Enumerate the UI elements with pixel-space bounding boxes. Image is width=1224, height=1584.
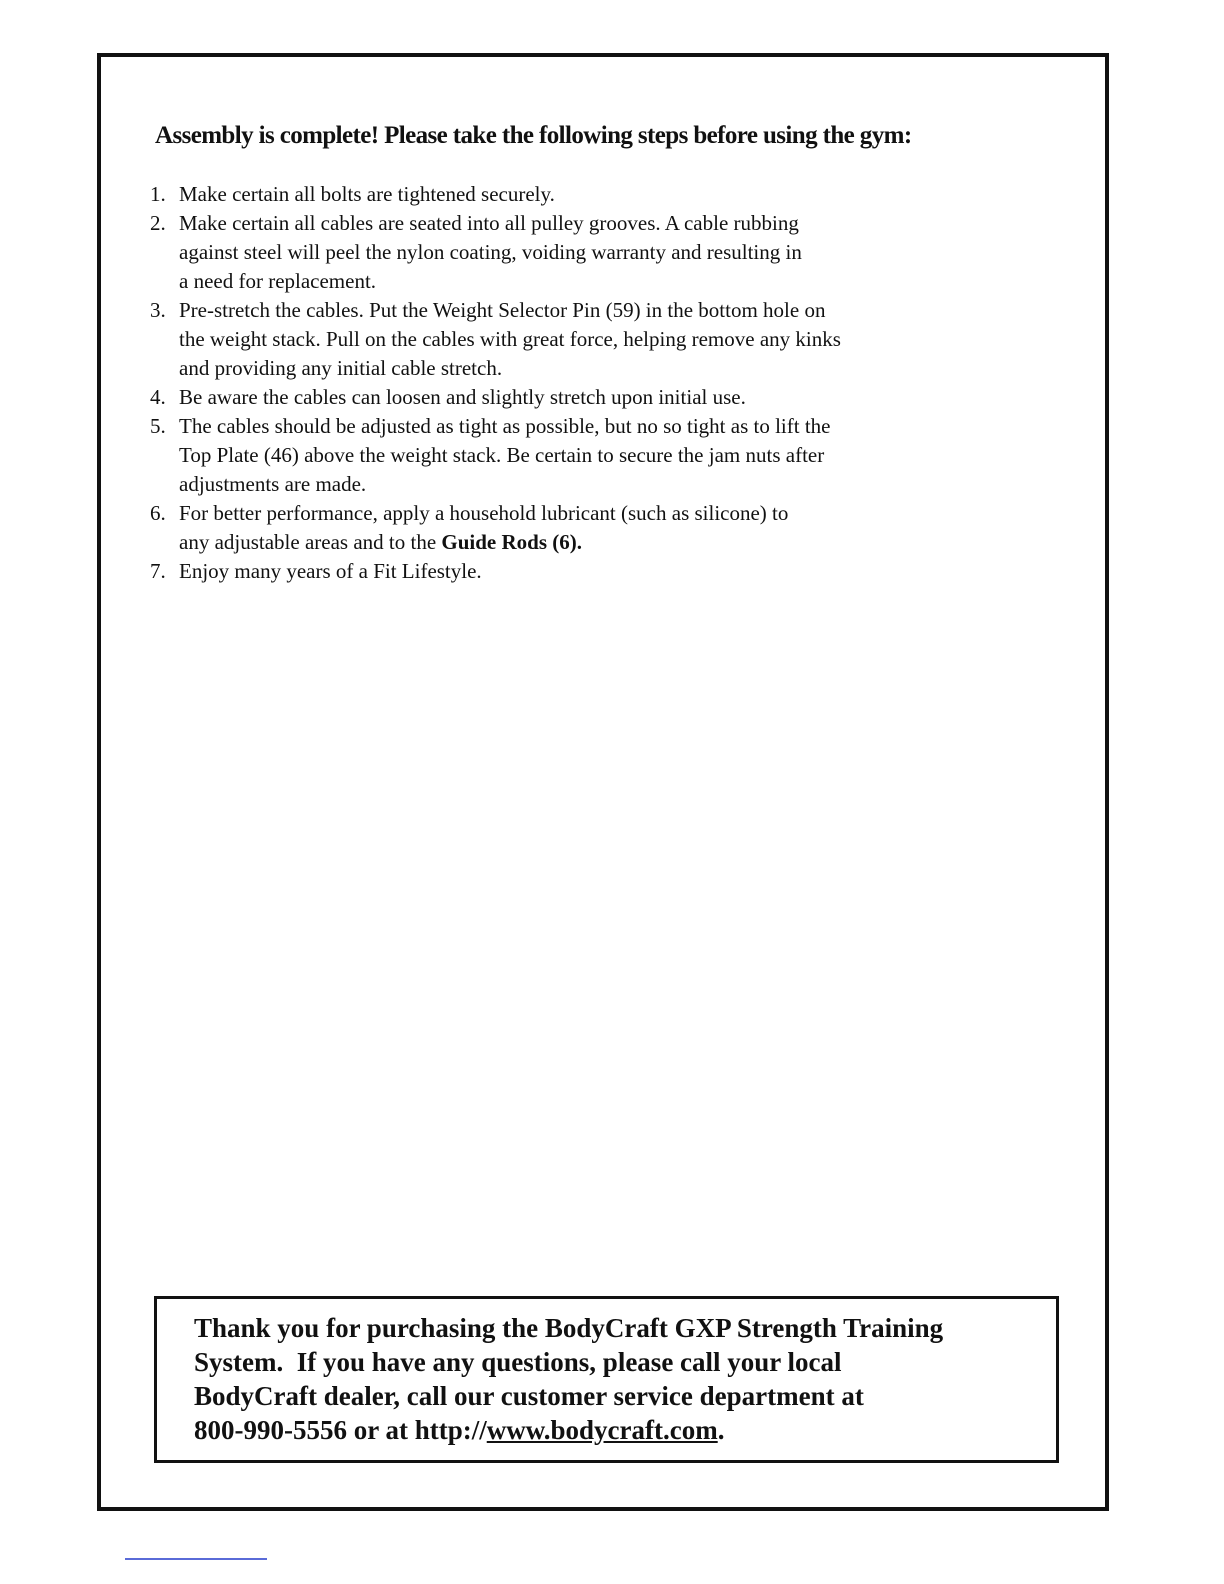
step-text	[179, 180, 1030, 209]
guide-rods-reference: Guide Rods (6).	[441, 530, 583, 554]
thank-you-box	[154, 1296, 1059, 1463]
step-item-5	[150, 412, 1030, 499]
page-heading: Assembly is complete! Please take the following steps before using the gym:	[155, 122, 912, 149]
website-link[interactable]: www.bodycraft.com	[486, 1415, 718, 1445]
step-line: Enjoy many years of a Fit Lifestyle.	[179, 559, 482, 583]
step-line: Top Plate (46) above the weight stack. Be certain to secure the jam nuts after	[179, 443, 825, 467]
step-line: a need for replacement.	[179, 269, 377, 293]
thank-you-line	[194, 1413, 943, 1447]
step-line-prefix: any adjustable areas and to the	[179, 530, 442, 554]
step-text	[179, 557, 1030, 586]
step-item-6	[150, 499, 1030, 557]
step-number: 5.	[150, 414, 166, 438]
step-number: 1.	[150, 182, 166, 206]
step-number: 3.	[150, 298, 166, 322]
step-line: For better performance, apply a household lubricant (such as silicone) to	[179, 501, 789, 525]
step-line: and providing any initial cable stretch.	[179, 356, 503, 380]
step-number: 7.	[150, 559, 166, 583]
step-item-3	[150, 296, 1030, 383]
step-item-4	[150, 383, 1030, 412]
step-item-7	[150, 557, 1030, 586]
step-number: 2.	[150, 211, 166, 235]
step-line: Be aware the cables can loosen and slightly stretch upon initial use.	[179, 385, 746, 409]
step-text	[179, 499, 1030, 557]
step-line: against steel will peel the nylon coating, voiding warranty and resulting in	[179, 240, 802, 264]
step-text	[179, 296, 1030, 383]
thank-you-message	[194, 1311, 943, 1447]
step-text	[179, 209, 1030, 296]
step-line: adjustments are made.	[179, 472, 367, 496]
step-line: Make certain all bolts are tightened securely.	[179, 182, 555, 206]
step-item-2	[150, 209, 1030, 296]
contact-phone-text: 800-990-5556 or at http://	[194, 1415, 487, 1445]
step-number: 4.	[150, 385, 166, 409]
step-line: The cables should be adjusted as tight as possible, but no so tight as to lift the	[179, 414, 831, 438]
line-end-punctuation: .	[717, 1415, 725, 1445]
step-line	[179, 528, 1030, 557]
thank-you-line: System. If you have any questions, please call your local	[194, 1347, 842, 1377]
thank-you-line: Thank you for purchasing the BodyCraft GXP Strength Training	[194, 1313, 944, 1343]
steps-list	[150, 180, 1030, 586]
footer-rule	[125, 1558, 267, 1560]
step-line: Make certain all cables are seated into all pulley grooves. A cable rubbing	[179, 211, 799, 235]
step-line: Pre-stretch the cables. Put the Weight Selector Pin (59) in the bottom hole on	[179, 298, 826, 322]
thank-you-line: BodyCraft dealer, call our customer service department at	[194, 1381, 864, 1411]
step-number: 6.	[150, 501, 166, 525]
step-line: the weight stack. Pull on the cables with great force, helping remove any kinks	[179, 327, 841, 351]
step-item-1	[150, 180, 1030, 209]
step-text	[179, 383, 1030, 412]
step-text	[179, 412, 1030, 499]
